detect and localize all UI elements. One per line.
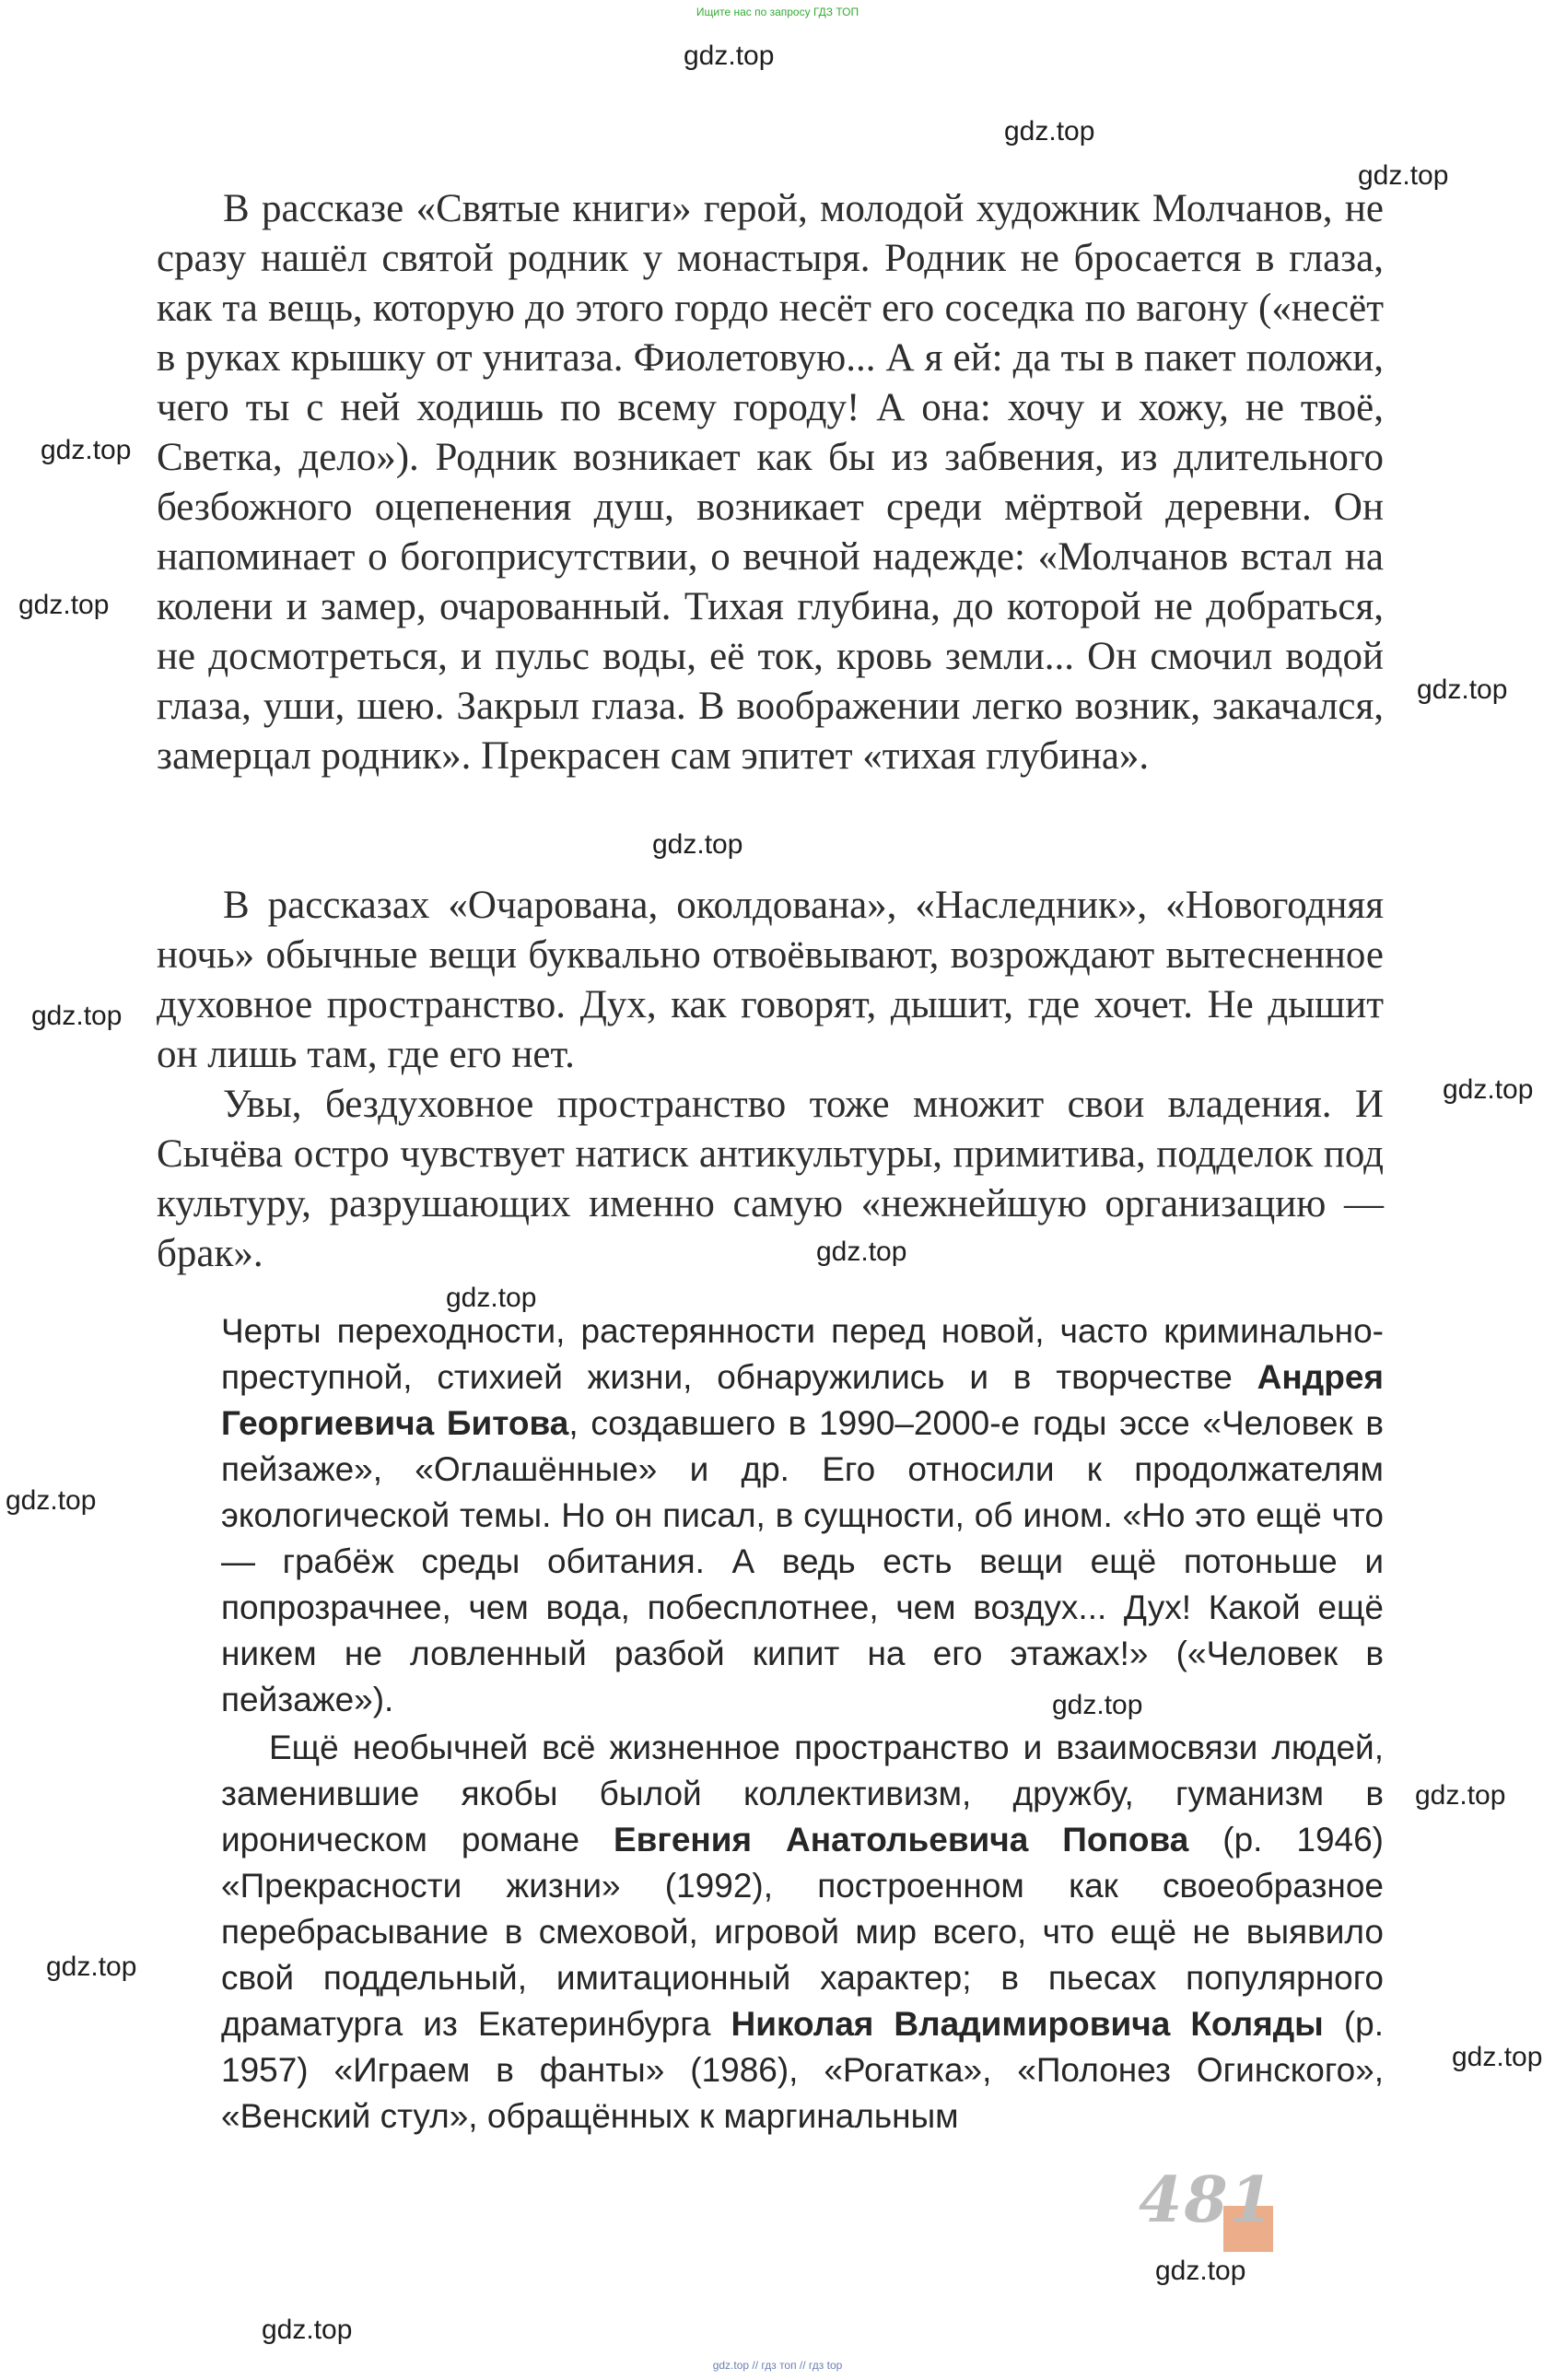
bottom-banner[interactable]: gdz.top // гдз топ // гдз top bbox=[712, 2359, 843, 2372]
paragraph-text: В рассказе «Святые книги» герой, молодой художник Молчанов, не сразу нашёл святой родник у монастыря. Родник не бросается в глаза, как та вещь, которую до этого гордо несёт его соседка по вагону («несёт в руках крышку от унитаза. Фиолетовую... А я ей: да ты в пакет положи, чего ты с ней ходишь по всему городу! А она: хочу и хожу, не твоё, Светка, дело»). Родник возникает как бы из забвения, из длительного безбожного оцепенения душ, возникает среди мёртвой деревни. Он напоминает о богоприсутствии, о вечной надежде: «Молчанов встал на колени и замер, очарованный. Тихая глубина, до которой не добраться, не досмотреться, и пульс воды, её ток, кровь земли... Он смочил водой глаза, уши, шею. Закрыл глаза. В воображении легко возник, закачался, замерцал родник». Прекрасен сам эпитет «тихая глубина». bbox=[157, 187, 1384, 778]
serif-paragraph-2 bbox=[157, 881, 1384, 1080]
watermark: gdz.top bbox=[684, 41, 775, 71]
author-name-popov: Евгения Анатольевича Попова bbox=[613, 1821, 1189, 1858]
watermark: gdz.top bbox=[816, 1237, 907, 1267]
text-run: (р. 1957) «Играем в фанты» (1986), «Рогатка», «Полонез Огинского», «Венский стул», обращённых к маргинальным bbox=[221, 2005, 1384, 2135]
watermark: gdz.top bbox=[41, 435, 132, 465]
watermark: gdz.top bbox=[6, 1485, 97, 1516]
watermark: gdz.top bbox=[46, 1952, 137, 1982]
watermark: gdz.top bbox=[1358, 160, 1449, 191]
watermark: gdz.top bbox=[1417, 674, 1508, 705]
text-run: (р. 1946) «Прекрасности жизни» (1992), построенном как своеобразное перебрасывание в смеховой, игровой мир всего, что ещё не выявило свой поддельный, имитационный характер; в пьесах популярного драматурга из Екатеринбурга bbox=[221, 1821, 1385, 2043]
watermark: gdz.top bbox=[1052, 1690, 1143, 1720]
paragraph-text: В рассказах «Очарована, околдована», «Наследник», «Новогодняя ночь» обычные вещи буквально отвоёвывают, возрождают вытесненное духовное пространство. Дух, как говорят, дышит, где хочет. Не дышит он лишь там, где его нет. bbox=[157, 884, 1384, 1076]
sans-paragraph-2 bbox=[221, 1725, 1384, 2140]
watermark: gdz.top bbox=[31, 1001, 123, 1031]
text-run: Черты переходности, растерянности перед новой, часто криминально-преступной, стихией жизни, обнаружились и в творчестве bbox=[221, 1312, 1384, 1396]
paragraph-text bbox=[221, 1308, 1384, 1723]
author-name-kolyada: Николая Владимировича Коляды bbox=[731, 2005, 1324, 2043]
serif-paragraph-3 bbox=[157, 1080, 1384, 1279]
watermark: gdz.top bbox=[1452, 2042, 1543, 2072]
sans-paragraph-1 bbox=[221, 1308, 1384, 1723]
top-banner[interactable]: Ищите нас по запросу ГДЗ ТОП bbox=[696, 6, 859, 18]
serif-paragraph-1 bbox=[157, 184, 1384, 781]
watermark: gdz.top bbox=[18, 590, 110, 620]
page-number: 481 bbox=[1139, 2163, 1275, 2237]
watermark: gdz.top bbox=[652, 829, 743, 860]
watermark: gdz.top bbox=[1415, 1780, 1506, 1811]
text-run: , создавшего в 1990–2000-е годы эссе «Человек в пейзаже», «Оглашённые» и др. Его относили к продолжателям экологической темы. Но он писал, в сущности, об ином. «Но это ещё что — грабёж среды обитания. А ведь есть вещи ещё потоньше и попрозрачнее, чем вода, побесплотнее, чем воздух... Дух! Какой ещё никем не ловленный разбой кипит на его этажах!» («Человек в пейзаже»). bbox=[221, 1404, 1384, 1718]
watermark: gdz.top bbox=[1004, 116, 1095, 147]
paragraph-text bbox=[221, 1725, 1384, 2140]
watermark: gdz.top bbox=[446, 1283, 537, 1313]
watermark: gdz.top bbox=[1443, 1074, 1534, 1105]
watermark: gdz.top bbox=[1155, 2256, 1246, 2286]
paragraph-text: Увы, бездуховное пространство тоже множит свои владения. И Сычёва остро чувствует натиск антикультуры, примитива, подделок под культуру, разрушающих именно самую «нежнейшую организацию — брак». bbox=[157, 1083, 1384, 1275]
text-run: Ещё необычней всё жизненное пространство и взаимосвязи людей, заменившие якобы былой коллективизм, дружбу, гуманизм в ироническом романе bbox=[221, 1729, 1384, 1858]
watermark: gdz.top bbox=[262, 2315, 353, 2345]
author-name-bitov: Андрея Георгиевича Битова bbox=[221, 1358, 1384, 1442]
